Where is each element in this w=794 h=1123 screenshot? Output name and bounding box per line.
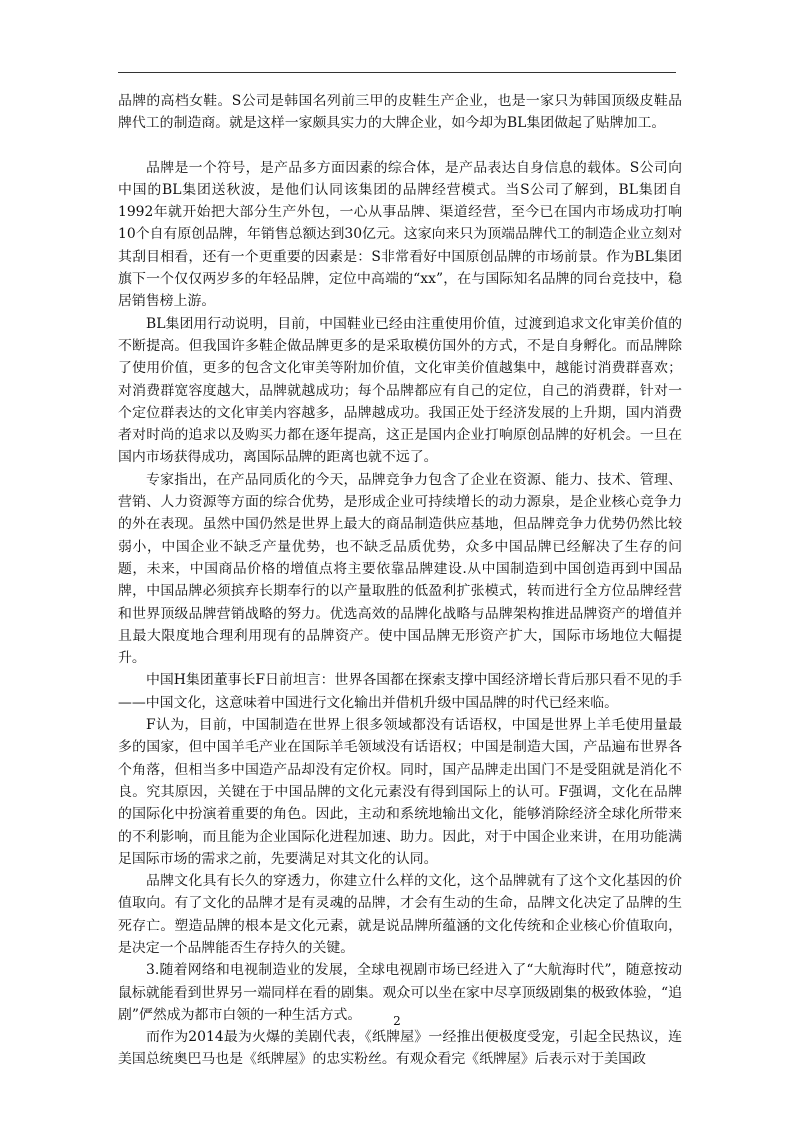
paragraph-f-view: F认为，目前，中国制造在世界上很多领域都没有话语权，中国是世界上羊毛使用量最多的国家，但中国羊毛产业在国际羊毛领域没有话语权；中国是制造大国，产品遍布世界各个角落，但相当多中国造产品却没有定价权。同时，国产品牌走出国门不是受阻就是消化不良。究其原因，关键在于中国品牌的文化元素没有得到国际上的认可。F强调，文化在品牌的国际化中扮演着重要的角色。因此，主动和系统地输出文化，能够消除经济全球化所带来的不利影响，而且能为企业国际化进程加速、助力。因此，对于中国企业来讲，在用功能满足国际市场的需求之前，先要满足对其文化的认同。 xyxy=(118,717,682,867)
paragraph-house-of-cards: 而作为2014最为火爆的美剧代表，《纸牌屋》一经推出便极度受宠，引起全民热议，连美国总统奥巴马也是《纸牌屋》的忠实粉丝。有观众看完《纸牌屋》后表示对于美国政 xyxy=(118,1029,682,1068)
document-body xyxy=(118,90,682,1071)
paragraph-continued: 品牌的高档女鞋。S公司是韩国名列前三甲的皮鞋生产企业，也是一家只为韩国顶级皮鞋品牌代工的制造商。就是这样一家颇具实力的大牌企业，如今却为BL集团做起了贴牌加工。 xyxy=(118,93,682,132)
paragraph-tv-drama: 3.随着网络和电视制造业的发展，全球电视剧市场已经进入了“大航海时代”，随意按动鼠标就能看到世界另一端同样在看的剧集。观众可以坐在家中尽享顶级剧集的极致体验，“追剧”俨然成为都市白领的一种生活方式。 xyxy=(118,962,682,1023)
paragraph-h-group: 中国H集团董事长F日前坦言：世界各国都在探索支撑中国经济增长背后那只看不见的手——中国文化，这意味着中国进行文化输出并借机升级中国品牌的时代已经来临。 xyxy=(118,672,682,711)
header-rule xyxy=(118,72,676,73)
paragraph-experts: 专家指出，在产品同质化的今天，品牌竞争力包含了企业在资源、能力、技术、管理、营销、人力资源等方面的综合优势，是形成企业可持续增长的动力源泉，是企业核心竞争力的外在表现。虽然中国仍然是世界上最大的商品制造供应基地，但品牌竞争力优势仍然比较弱小，中国企业不缺乏产量优势，也不缺乏品质优势，众多中国品牌已经解决了生存的问题，未来，中国商品价格的增值点将主要依靠品牌建设.从中国制造到中国创造再到中国品牌，中国品牌必须摈弃长期奉行的以产量取胜的低盈利扩张模式，转而进行全方位品牌经营和世界顶级品牌营销战略的努力。优选高效的品牌化战略与品牌架构推进品牌资产的增值并且最大限度地合理利用现有的品牌资产。使中国品牌无形资产扩大，国际市场地位大幅提升。 xyxy=(118,471,682,667)
paragraph-bl-group: BL集团用行动说明，目前，中国鞋业已经由注重使用价值，过渡到追求文化审美价值的不断提高。但我国许多鞋企做品牌更多的是采取模仿国外的方式，不是自身孵化。而品牌除了使用价值，更多的包含文化审美等附加价值，文化审美价值越集中，越能讨消费群喜欢；对消费群宽容度越大，品牌就越成功；每个品牌都应有自己的定位，自己的消费群，针对一个定位群表达的文化审美内容越多，品牌越成功。我国正处于经济发展的上升期，国内消费者对时尚的追求以及购买力都在逐年提高，这正是国内企业打响原创品牌的好机会。一旦在国内市场获得成功，离国际品牌的距离也就不远了。 xyxy=(118,315,682,466)
paragraph-brand-culture: 品牌文化具有长久的穿透力，你建立什么样的文化，这个品牌就有了这个文化基因的价值取向。有了文化的品牌才是有灵魂的品牌，才会有生动的生命，品牌文化决定了品牌的生死存亡。塑造品牌的根本是文化元素，就是说品牌所蕴涵的文化传统和企业核心价值取向，是决定一个品牌能否生存持久的关键。 xyxy=(118,873,682,956)
paragraph-brand-symbol: 品牌是一个符号，是产品多方面因素的综合体，是产品表达自身信息的载体。S公司向中国的BL集团送秋波，是他们认同该集团的品牌经营模式。当S公司了解到，BL集团自1992年就开始把大部分生产外包，一心从事品牌、渠道经营，至今已在国内市场成功打响10个自有原创品牌，年销售总额达到30亿元。这家向来只为顶端品牌代工的制造企业立刻对其刮目相看，还有一个更重要的因素是：S非常看好中国原创品牌的市场前景。作为BL集团旗下一个仅仅两岁多的年轻品牌，定位中高端的“xx”，在与国际知名品牌的同台竞技中，稳居销售榜上游。 xyxy=(118,159,682,310)
page-number: 2 xyxy=(393,1014,401,1028)
